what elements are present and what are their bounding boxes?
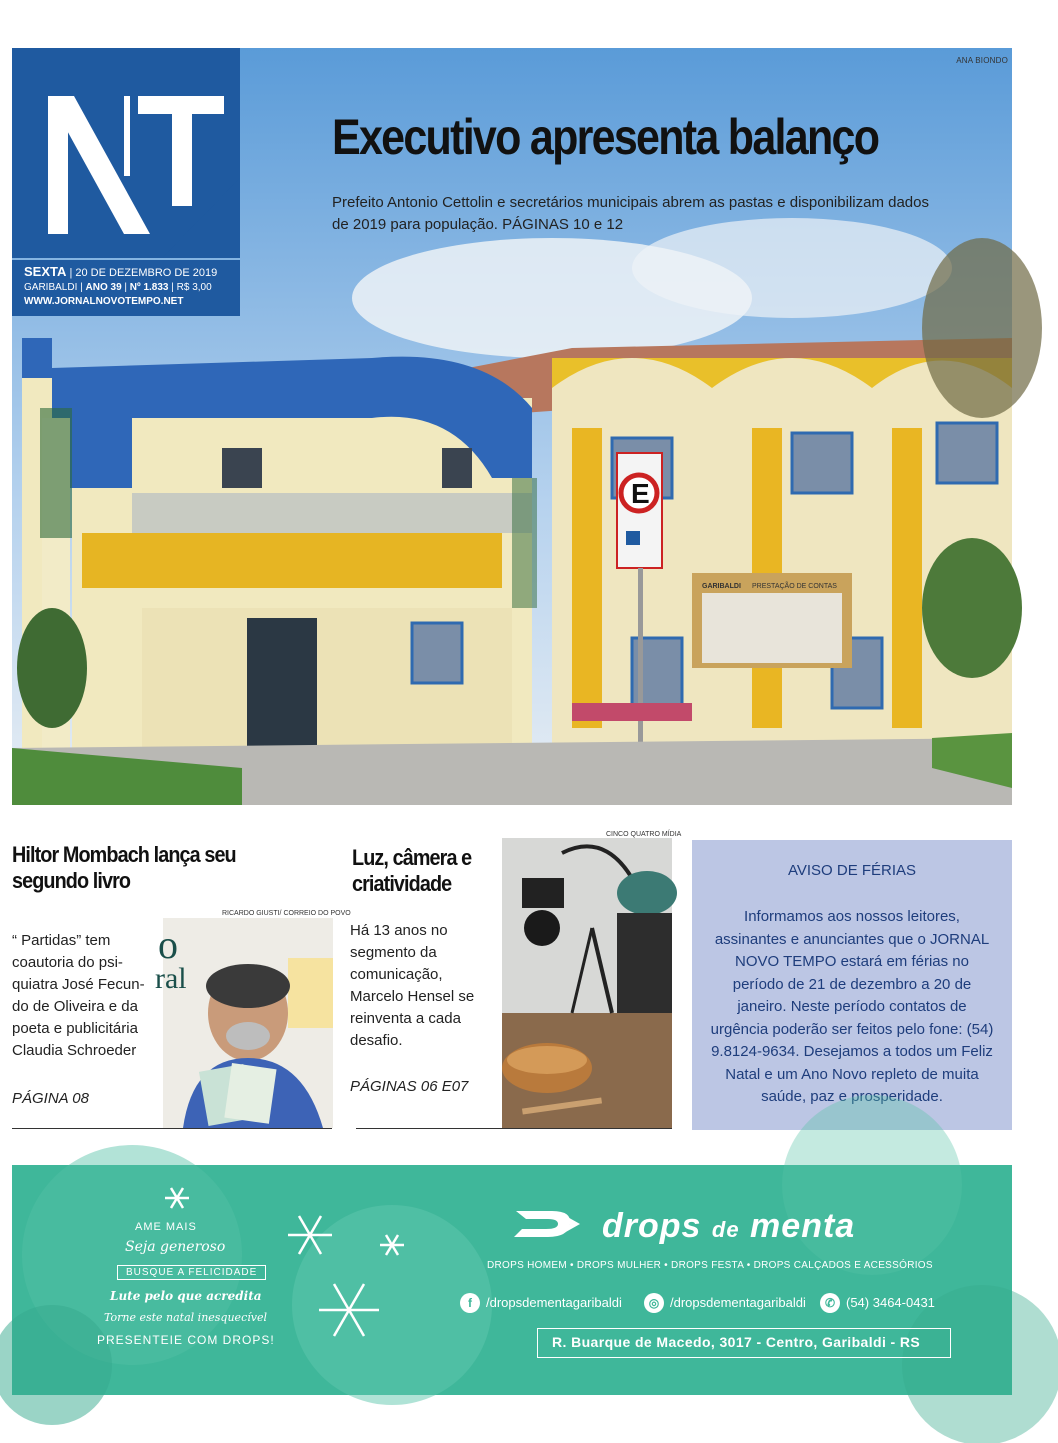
issue-city: GARIBALDI [24, 282, 78, 293]
article2-page-ref[interactable]: PÁGINAS 06 E07 [350, 1078, 469, 1095]
issue-year: ANO 39 [85, 282, 122, 293]
vacation-notice [692, 840, 1012, 1130]
ad-background [12, 1165, 1012, 1395]
phone-icon[interactable]: ✆ [820, 1293, 840, 1313]
issue-date: 20 DE DEZEMBRO DE 2019 [75, 267, 218, 279]
article2-body: Há 13 anos no segmento da comunicação, Marcelo Hensel se reinventa a cada desafio. [350, 922, 475, 1049]
svg-text:ral: ral [155, 962, 187, 995]
main-subhead: Prefeito Antonio Cettolin e secretários municipais abrem as pastas e disponibilizam dados de 2019 para população. PÁGINAS 10 e 12 [332, 194, 929, 233]
article2-rule [356, 1128, 672, 1129]
article1-rule [12, 1128, 332, 1129]
ad-slogan-6: PRESENTEIE COM DROPS! [97, 1333, 275, 1347]
ad-slogan-1: AME MAIS [135, 1221, 197, 1233]
sign-letter: E [631, 478, 650, 509]
svg-text:o: o [158, 922, 178, 967]
ad-facebook[interactable]: /dropsdementagaribaldi [486, 1295, 622, 1310]
issue-number: Nº 1.833 [129, 282, 169, 293]
ad-brand-menta: menta [750, 1207, 856, 1245]
ad-slogan-2: Seja generoso [125, 1239, 226, 1255]
article2-photo-credit: CINCO QUATRO MÍDIA [606, 831, 682, 838]
ad-instagram[interactable]: /dropsdementagaribaldi [670, 1295, 806, 1310]
article1-page-ref[interactable]: PÁGINA 08 [12, 1090, 89, 1107]
masthead [12, 48, 240, 316]
article1-photo [155, 918, 333, 1128]
facebook-icon[interactable]: f [460, 1293, 480, 1313]
hero-photo-credit: ANA BIONDO [956, 56, 1008, 65]
ad-slogan-3: BUSQUE A FELICIDADE [117, 1265, 266, 1280]
article1-title: Hiltor Mombach lança seu segundo livro [12, 842, 236, 893]
board-brand: GARIBALDI [702, 583, 741, 590]
board-title: PRESTAÇÃO DE CONTAS [752, 583, 837, 590]
ad-brand-de: de [711, 1217, 740, 1242]
ad-categories: DROPS HOMEM • DROPS MULHER • DROPS FESTA • DROPS CALÇADOS E ACESSÓRIOS [487, 1260, 933, 1271]
drops-logo-icon [512, 1207, 582, 1241]
date-band: SEXTA | 20 DE DEZEMBRO DE 2019 GARIBALDI | ANO 39 | Nº 1.833 | R$ 3,00 WWW.JORNALNOVOTEMPO.NET [12, 260, 240, 316]
main-headline: Executivo apresenta balanço [332, 109, 879, 165]
drops-de-menta-ad[interactable] [12, 1165, 1012, 1395]
issue-day: SEXTA [24, 264, 67, 279]
article2-title: Luz, câmera e criatividade [352, 845, 472, 896]
ad-slogan-4: Lute pelo que acredita [110, 1289, 262, 1303]
article1-body: “ Partidas” tem coautoria do psi-quiatra José Fecun-do de Oliveira e da poeta e publicitária Claudia Schroeder [12, 932, 145, 1059]
ad-slogan-5: Torne este natal inesquecível [104, 1311, 267, 1324]
logo [12, 48, 240, 258]
nt-logo-icon [12, 48, 240, 258]
ad-address: R. Buarque de Macedo, 3017 - Centro, Garibaldi - RS [552, 1334, 921, 1350]
issue-price: R$ 3,00 [176, 282, 212, 293]
vacation-notice-body: Informamos aos nossos leitores, assinantes e anunciantes que o JORNAL NOVO TEMPO estará em férias no período de 21 de dezembro a 20 de janeiro. Neste período contatos de urgência poderão ser feitos pelo fone: (54) 9.8124-9634. Desejamos a todos um Feliz Natal e um Ano Novo repleto de muita saúde, paz e prosperidade. [710, 908, 994, 1105]
article2-photo [502, 838, 672, 1128]
instagram-icon[interactable]: ◎ [644, 1293, 664, 1313]
ad-brand-drops: drops [602, 1207, 702, 1245]
vacation-notice-title: AVISO DE FÉRIAS [787, 862, 917, 879]
ad-phone[interactable]: (54) 3464-0431 [846, 1295, 935, 1310]
website-link[interactable]: WWW.JORNALNOVOTEMPO.NET [24, 296, 184, 307]
article1-photo-credit: RICARDO GIUSTI/ CORREIO DO POVO [222, 910, 351, 917]
